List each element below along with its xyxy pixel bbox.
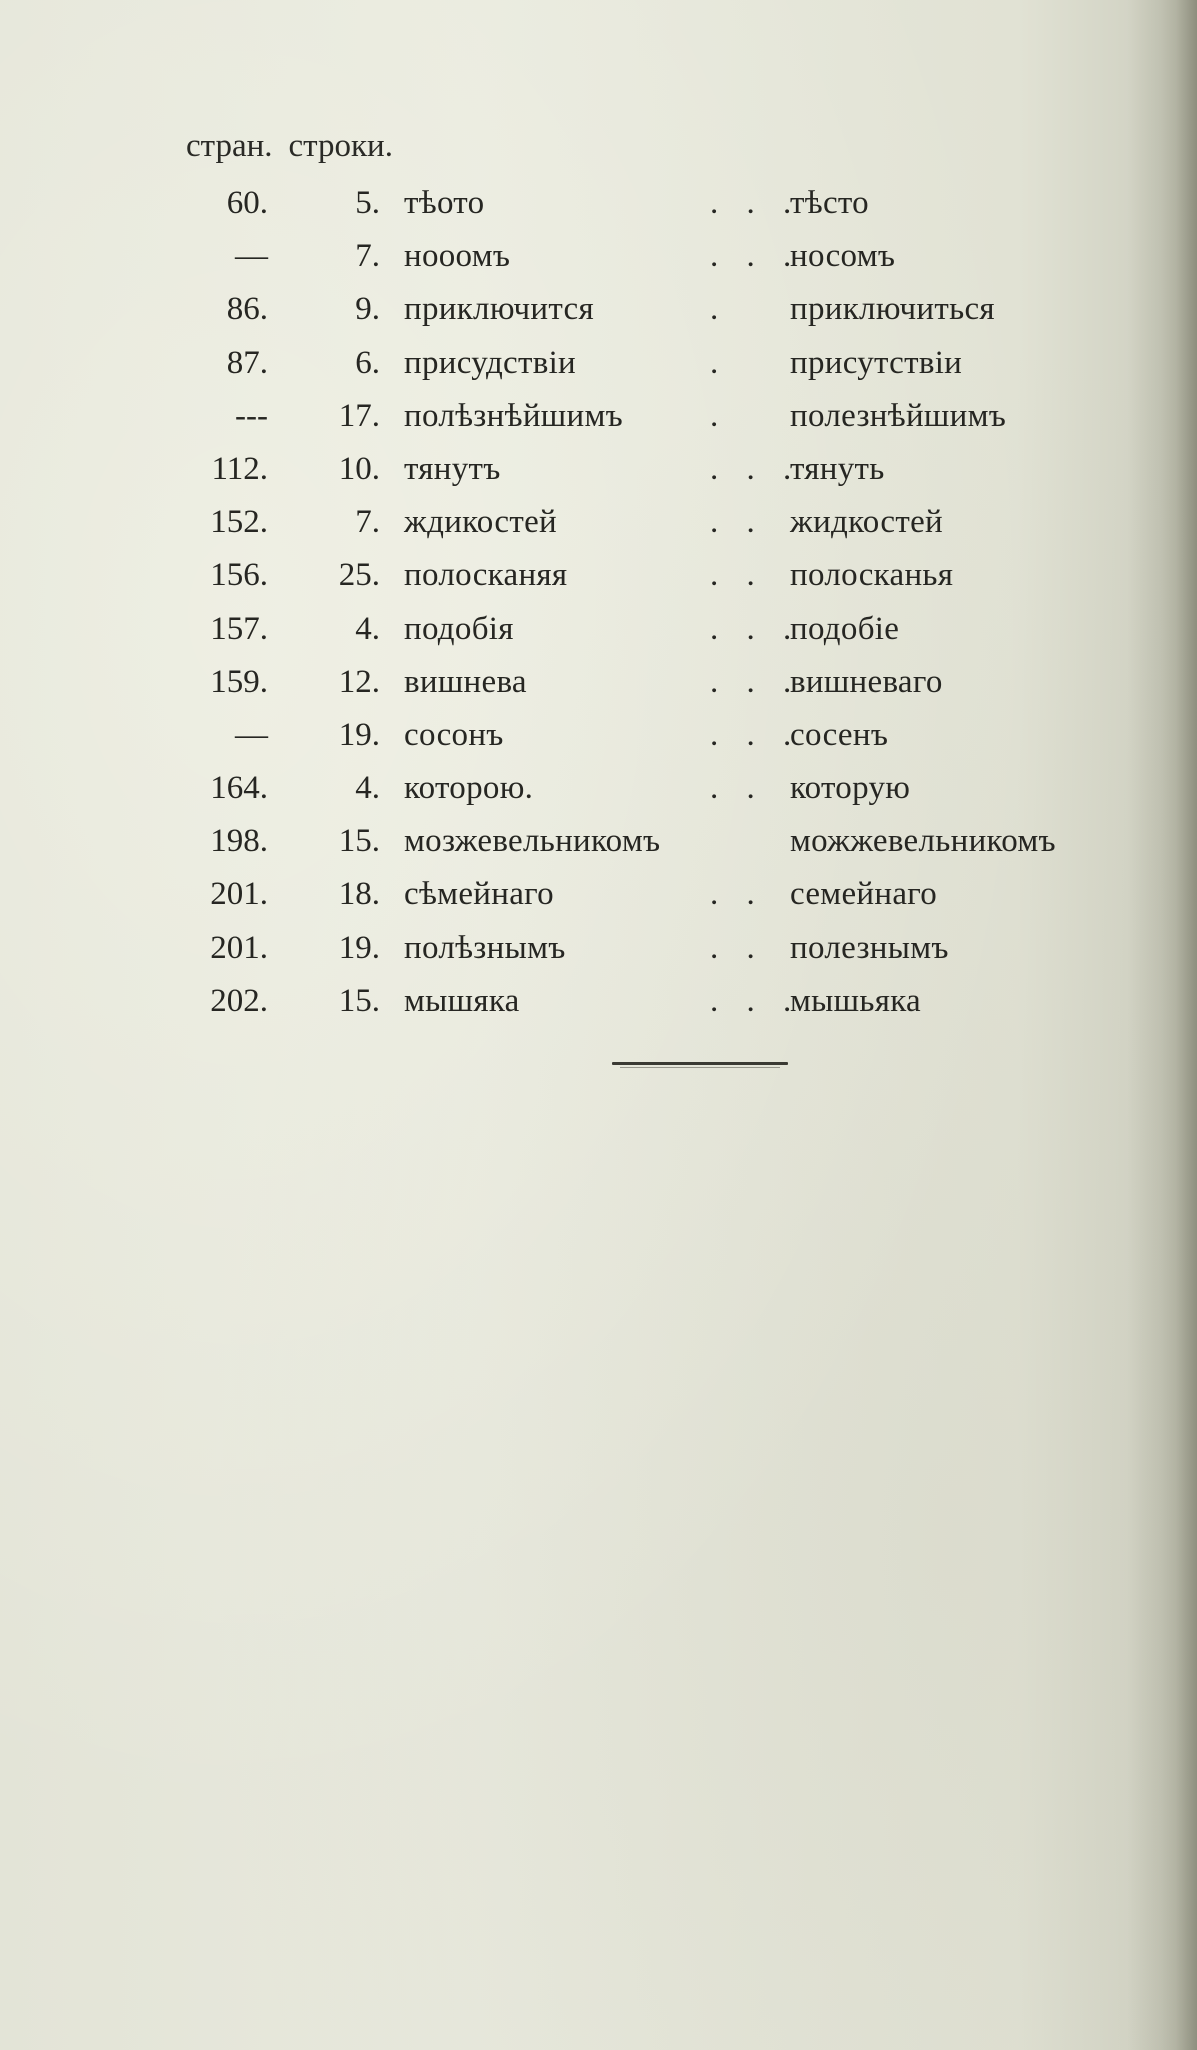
- errata-row: [150, 928, 1130, 981]
- errata-row: [150, 874, 1130, 927]
- line-number: 7.: [355, 504, 380, 541]
- leader-dots: . . .: [710, 450, 802, 487]
- page-number: 157.: [210, 610, 268, 647]
- page-number: 86.: [226, 291, 268, 328]
- misprint-text: мозжевельникомъ: [404, 823, 661, 860]
- correction-text: полезнѣйшимъ: [790, 397, 1007, 434]
- closing-rule: [612, 1062, 788, 1065]
- errata-row: [150, 981, 1130, 1034]
- line-number: 18.: [338, 876, 380, 913]
- line-number: 5.: [355, 185, 380, 221]
- errata-header: [186, 128, 393, 165]
- misprint-text: присудствіи: [404, 344, 577, 381]
- correction-text: приключиться: [790, 291, 995, 328]
- correction-text: полосканья: [790, 557, 954, 594]
- leader-dots: .: [710, 344, 729, 381]
- correction-text: вишневаго: [790, 663, 943, 700]
- correction-text: носомъ: [790, 238, 896, 275]
- line-number: 7.: [355, 238, 380, 275]
- page-number: 156.: [210, 557, 268, 594]
- line-number: 4.: [355, 770, 380, 807]
- line-number: 25.: [338, 557, 380, 594]
- errata-row: [150, 343, 1130, 396]
- leader-dots: . .: [710, 929, 765, 966]
- correction-text: можжевельникомъ: [790, 823, 1056, 860]
- page-column-heading: стран.: [186, 128, 273, 164]
- errata-table: [150, 183, 1130, 1034]
- misprint-text: ждикостей: [404, 504, 558, 541]
- correction-text: семейнаго: [790, 876, 938, 913]
- page-number: 159.: [210, 663, 268, 700]
- misprint-text: мышяка: [404, 982, 520, 1019]
- line-number: 4.: [355, 610, 380, 647]
- leader-dots: . . .: [710, 185, 802, 221]
- correction-text: подобіе: [790, 610, 900, 647]
- misprint-text: полосканяя: [404, 557, 568, 594]
- page-number: 87.: [226, 344, 268, 381]
- misprint-text: которою.: [404, 770, 534, 807]
- errata-row: [150, 821, 1130, 874]
- line-number: 17.: [338, 397, 380, 434]
- leader-dots: . . .: [710, 982, 802, 1019]
- errata-row: [150, 768, 1130, 821]
- misprint-text: подобія: [404, 610, 514, 647]
- leader-dots: . .: [710, 876, 765, 913]
- correction-text: жидкостей: [790, 504, 944, 541]
- line-number: 15.: [338, 982, 380, 1019]
- line-number: 19.: [338, 716, 380, 753]
- line-number: 10.: [338, 450, 380, 487]
- misprint-text: вишнева: [404, 663, 527, 700]
- misprint-text: сѣмейнаго: [404, 876, 554, 913]
- line-number: 12.: [338, 663, 380, 700]
- leader-dots: .: [710, 291, 729, 328]
- errata-row: [150, 555, 1130, 608]
- misprint-text: нооомъ: [404, 238, 511, 275]
- errata-row: [150, 715, 1130, 768]
- page-number: —: [235, 238, 268, 275]
- misprint-text: полѣзнымъ: [404, 929, 566, 966]
- correction-text: которую: [790, 770, 911, 807]
- correction-text: присутствіи: [790, 344, 963, 381]
- leader-dots: . .: [710, 770, 765, 807]
- correction-text: сосенъ: [790, 716, 889, 753]
- errata-row: [150, 609, 1130, 662]
- page-number: ---: [235, 397, 268, 434]
- misprint-text: приключится: [404, 291, 594, 328]
- line-column-heading: строки.: [288, 128, 393, 164]
- leader-dots: .: [710, 397, 729, 434]
- line-number: 6.: [355, 344, 380, 381]
- errata-row: [150, 236, 1130, 289]
- leader-dots: . .: [710, 557, 765, 594]
- correction-text: тѣсто: [790, 185, 869, 221]
- page-number: 198.: [210, 823, 268, 860]
- errata-row: [150, 502, 1130, 555]
- leader-dots: . . .: [710, 663, 802, 700]
- misprint-text: сосонъ: [404, 716, 504, 753]
- page-edge-shadow: [1127, 0, 1197, 2050]
- misprint-text: тянутъ: [404, 450, 501, 487]
- line-number: 19.: [338, 929, 380, 966]
- misprint-text: полѣзнѣйшимъ: [404, 397, 624, 434]
- leader-dots: . . .: [710, 610, 802, 647]
- errata-row: [150, 396, 1130, 449]
- errata-row: [150, 183, 1130, 236]
- line-number: 9.: [355, 291, 380, 328]
- misprint-text: тѣото: [404, 185, 485, 221]
- page-number: 201.: [210, 876, 268, 913]
- page-number: 60.: [226, 185, 268, 221]
- errata-row: [150, 289, 1130, 342]
- page-number: 112.: [211, 450, 268, 487]
- errata-row: [150, 449, 1130, 502]
- page-number: 152.: [210, 504, 268, 541]
- errata-row: [150, 662, 1130, 715]
- page-number: 164.: [210, 770, 268, 807]
- page-number: —: [235, 716, 268, 753]
- correction-text: полезнымъ: [790, 929, 949, 966]
- correction-text: мышьяка: [790, 982, 921, 1019]
- page-number: 201.: [210, 929, 268, 966]
- leader-dots: . .: [710, 504, 765, 541]
- page-number: 202.: [210, 982, 268, 1019]
- leader-dots: . . .: [710, 716, 802, 753]
- correction-text: тянуть: [790, 450, 885, 487]
- leader-dots: . . .: [710, 238, 802, 275]
- line-number: 15.: [338, 823, 380, 860]
